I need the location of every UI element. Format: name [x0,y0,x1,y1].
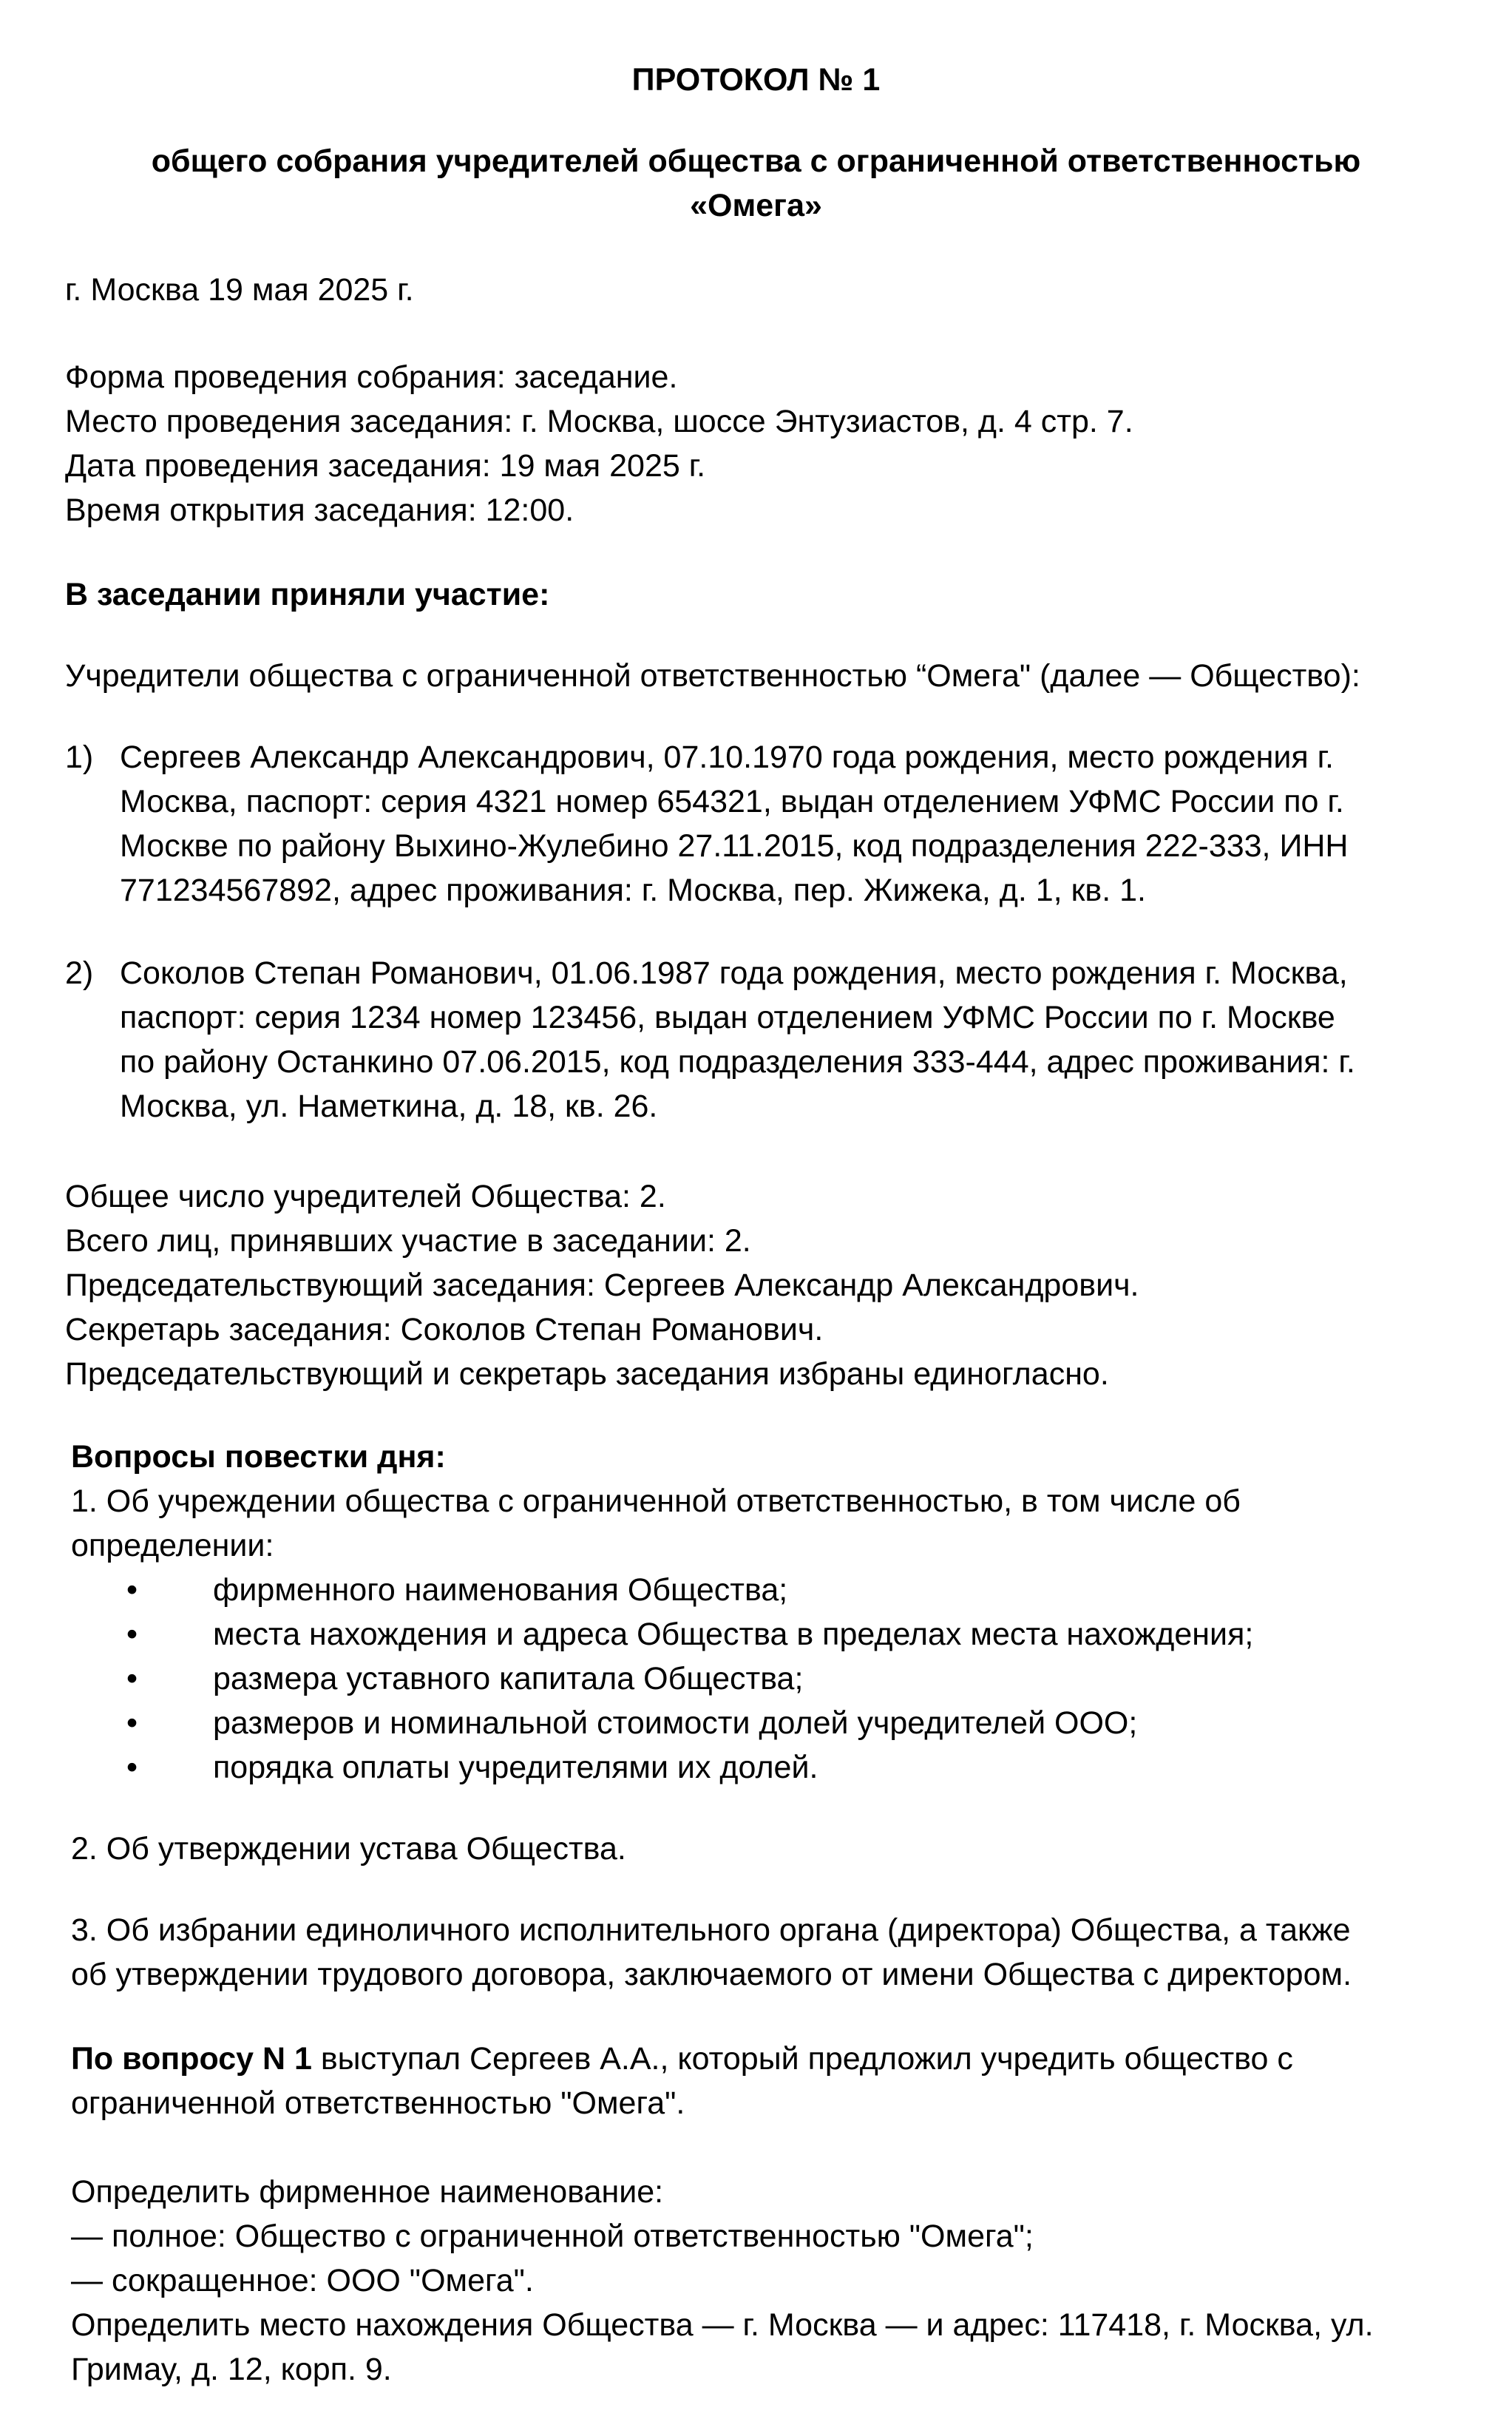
participants-heading: В заседании приняли участие: [65,577,550,612]
participants-count: Всего лиц, принявших участие в заседании: 2. [65,1223,751,1259]
meeting-form: Форма проведения собрания: заседание. [65,359,678,395]
meeting-place: Место проведения заседания: г. Москва, шоссе Энтузиастов, д. 4 стр. 7. [65,404,1133,439]
agenda-bullet-item: размера уставного капитала Общества; [213,1661,804,1696]
founder-1-number: 1) [65,740,94,775]
agenda-bullet-item: места нахождения и адреса Общества в пределах места нахождения; [213,1617,1254,1652]
bullet-icon: • [126,1617,138,1652]
founders-intro: Учредители общества с ограниченной ответственностью “Омега" (далее — Общество): [65,658,1360,694]
document-title: ПРОТОКОЛ № 1 [631,62,881,98]
bullet-icon: • [126,1661,138,1696]
question-1-speech-cont: ограниченной ответственностью "Омега". [71,2085,685,2121]
question-1-label: По вопросу N 1 [71,2041,312,2077]
agenda-q1: 1. Об учреждении общества с ограниченной ответственностью, в том числе об [71,1483,1241,1519]
agenda-heading: Вопросы повестки дня: [71,1439,446,1475]
founder-1-line: Москве по району Выхино-Жулебино 27.11.2015, код подразделения 222-333, ИНН [120,828,1349,864]
secretary: Секретарь заседания: Соколов Степан Романович. [65,1312,824,1347]
decision-line: Гримау, д. 12, корп. 9. [71,2352,392,2387]
question-1-speech [71,2037,1293,2081]
decision-line: — сокращенное: ООО "Омега". [71,2263,534,2298]
agenda-q3: 3. Об избрании единоличного исполнительного органа (директора) Общества, а также [71,1912,1351,1948]
founders-count: Общее число учредителей Общества: 2. [65,1179,666,1214]
founder-2-line: Москва, ул. Наметкина, д. 18, кв. 26. [120,1089,658,1124]
agenda-q2: 2. Об утверждении устава Общества. [71,1831,626,1867]
founder-2-line: по району Останкино 07.06.2015, код подразделения 333-444, адрес проживания: г. [120,1044,1355,1080]
agenda-q1-cont: определении: [71,1528,274,1563]
question-1-text: выступал Сергеев А.А., который предложил учредить общество с [311,2041,1293,2077]
agenda-q3-cont: об утверждении трудового договора, заключаемого от имени Общества с директором. [71,1957,1352,1992]
election-note: Председательствующий и секретарь заседания избраны единогласно. [65,1356,1109,1392]
bullet-icon: • [126,1750,138,1785]
agenda-bullet-item: размеров и номинальной стоимости долей учредителей ООО; [213,1705,1138,1741]
meeting-time: Время открытия заседания: 12:00. [65,493,574,528]
bullet-icon: • [126,1705,138,1741]
place-date: г. Москва 19 мая 2025 г. [65,272,414,308]
decision-line: — полное: Общество с ограниченной ответственностью "Омега"; [71,2219,1034,2254]
founder-1-line: 771234567892, адрес проживания: г. Москва, пер. Жижека, д. 1, кв. 1. [120,873,1146,908]
founder-1-line: Москва, паспорт: серия 4321 номер 654321, выдан отделением УФМС России по г. [120,784,1344,819]
chairman: Председательствующий заседания: Сергеев Александр Александрович. [65,1268,1139,1303]
decision-line: Определить место нахождения Общества — г. Москва — и адрес: 117418, г. Москва, ул. [71,2307,1374,2343]
meeting-date: Дата проведения заседания: 19 мая 2025 г. [65,448,706,484]
decision-line: Определить фирменное наименование: [71,2174,664,2210]
document-subtitle: общего собрания учредителей общества с ограниченной ответственностью [151,143,1361,179]
agenda-bullet-item: фирменного наименования Общества; [213,1572,788,1608]
founder-2-number: 2) [65,955,94,991]
company-name-heading: «Омега» [690,188,822,223]
bullet-icon: • [126,1572,138,1608]
founder-2-line: Соколов Степан Романович, 01.06.1987 года рождения, место рождения г. Москва, [120,955,1348,991]
founder-1-line: Сергеев Александр Александрович, 07.10.1970 года рождения, место рождения г. [120,740,1334,775]
agenda-bullet-item: порядка оплаты учредителями их долей. [213,1750,818,1785]
founder-2-line: паспорт: серия 1234 номер 123456, выдан отделением УФМС России по г. Москве [120,1000,1335,1035]
